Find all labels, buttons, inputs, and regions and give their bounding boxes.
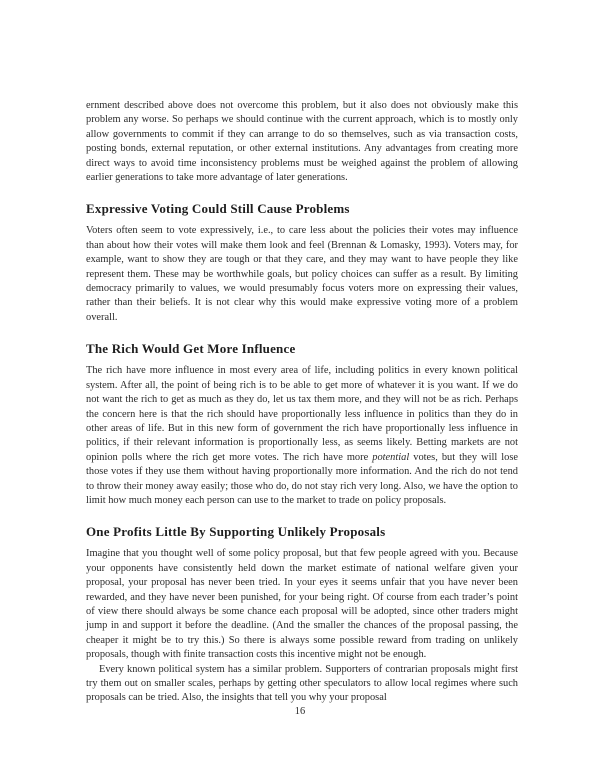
rich-influence-text-after-italic: votes, but they will lose those votes if they use them without having proportionally more information. And the rich do not tend to throw their money away easily; those who do, do not stay rich very long. Also, we have the option to limit how much money each person can use to the market to trade on policy proposals. <box>86 451 518 506</box>
paragraph-expressive-voting: Voters often seem to vote expressively, i.e., to care less about the policies their votes may influence than about how their votes will make them look and feel (Brennan & Lomasky, 1993). Voters may, for example, want to show they are tough or that they care, and they may want to have people they like represent them. These may be worthwhile goals, but policy choices can suffer as a result. By limiting democracy primarily to values, we would presumably focus voters more on expressing their values, rather than their beliefs. It is not clear why this would make expressive voting more of a problem overall. <box>86 225 518 323</box>
paragraph-unlikely-proposals-1: Imagine that you thought well of some policy proposal, but that few people agreed with you. Because your opponents have consistently held down the market estimate of national welfare given your proposal, your proposal has never been tried. In your eyes it seems unfair that you have never been rewarded, and they have never been punished, for your being right. Of course from each trader’s point of view there should always be some chance each proposal will be adopted, since other traders might jump in and support it before the deadline. (And the smaller the chances of the proposal passing, the cheaper it might be to try this.) So there is always some possible reward from trading on unlikely proposals, though with finite transaction costs this incentive might not be enough. <box>86 548 518 661</box>
paragraph-continuation: ernment described above does not overcome this problem, but it also does not obviously make this problem any worse. So perhaps we should continue with the current approach, which is to mostly only allow governments to commit if they can arrange to do so themselves, such as via transaction costs, posting bonds, external reputation, or other external institutions. Any advantages from creating more direct ways to avoid time inconsistency problems must be weighed against the problem of allowing earlier generations to take more advantage of later generations. <box>86 100 518 184</box>
rich-influence-text-before-italic: The rich have more influence in most every area of life, including politics in every known political system. After all, the point of being rich is to be able to get more of whatever it is you want. If we do not want the rich to get as much as they do, let us tax them more, and they will not be as rich. Perhaps the concern here is that the rich should have proportionally less influence in politics than they do in other areas of life. But in this new form of government the rich have proportionally less influence in politics, if their relevant information is proportionally less, as seems likely. Betting markets are not opinion polls where the rich get more votes. The rich have more <box>86 365 518 463</box>
section-heading-unlikely-proposals: One Profits Little By Supporting Unlikely Proposals <box>86 524 386 540</box>
text-block <box>86 99 518 706</box>
section-heading-rich-influence: The Rich Would Get More Influence <box>86 341 296 357</box>
section-heading-expressive-voting: Expressive Voting Could Still Cause Problems <box>86 201 350 217</box>
page-number: 16 <box>294 706 306 717</box>
paragraph-unlikely-proposals-2: Every known political system has a similar problem. Supporters of contrarian proposals might first try them out on smaller scales, perhaps by getting other speculators to allow local regimes where such proposals can be tried. Also, the insights that tell you why your proposal <box>86 663 518 704</box>
paragraph-rich-influence <box>86 364 518 508</box>
italic-word-potential: potential <box>372 451 410 463</box>
